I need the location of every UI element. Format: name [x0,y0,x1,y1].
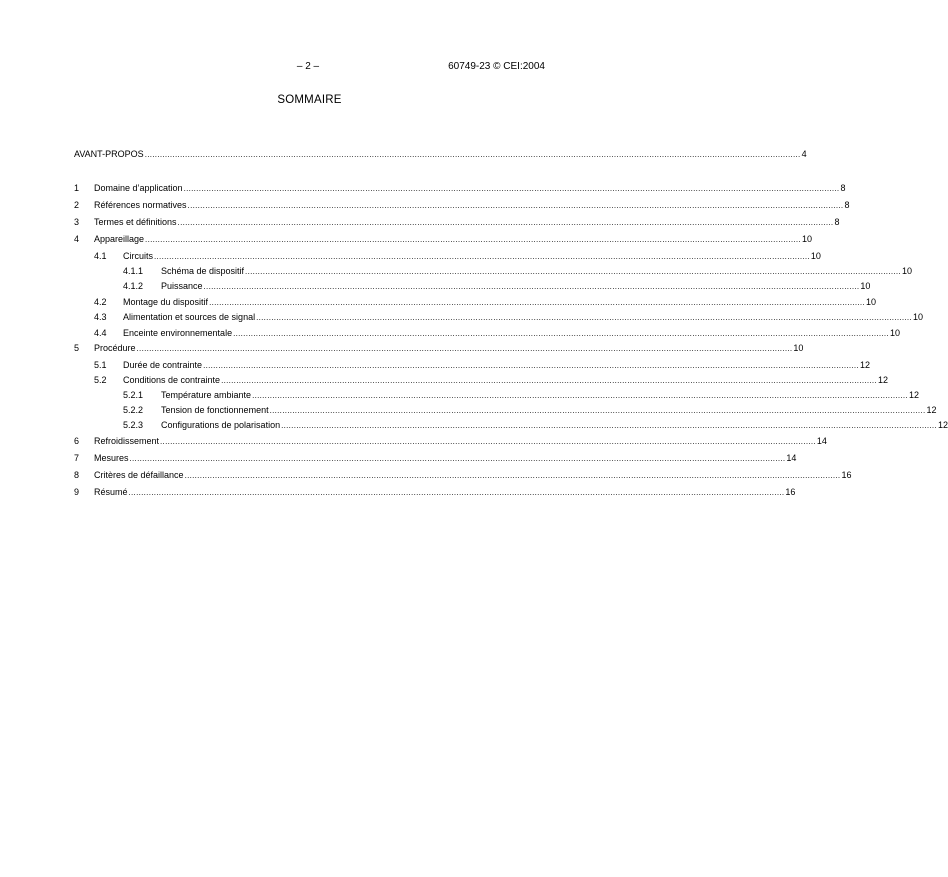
toc-leader-dots: .................................................................................................................................................................................................................................................................... [145,235,801,244]
toc-leader-dots: .................................................................................................................................................................................................................................................................... [183,184,840,193]
toc-title: Enceinte environnementale [123,328,233,338]
toc-page-number: 10 [801,234,812,244]
toc-number: 4.1.1 [123,266,144,276]
toc-entry[interactable] [74,419,948,432]
toc-number: 4.4 [94,328,107,338]
toc-leader-dots: .................................................................................................................................................................................................................................................................... [136,344,793,353]
toc-page-number: 10 [810,251,821,261]
toc-title: Température ambiante [161,390,252,400]
toc-page-number: 4 [801,149,807,159]
toc-leader-dots: .................................................................................................................................................................................................................................................................... [269,406,926,415]
toc-number: 5.2.3 [123,420,144,430]
toc-number: 3 [74,217,80,227]
toc-leader-dots: .................................................................................................................................................................................................................................................................... [154,252,810,261]
toc-leader-dots: .................................................................................................................................................................................................................................................................... [203,282,860,291]
toc-title: Configurations de polarisation [161,420,281,430]
standard-reference: 60749-23 © CEI:2004 [448,61,545,72]
toc-page-number: 12 [908,390,919,400]
toc-page-number: 8 [834,217,840,227]
toc-page-number: 16 [841,470,852,480]
toc-number: 4.2 [94,297,107,307]
toc-title: Durée de contrainte [123,360,203,370]
toc-number: 9 [74,487,80,497]
toc-title: AVANT-PROPOS [74,149,144,159]
toc-title: Tension de fonctionnement [161,405,269,415]
toc-number: 5 [74,343,80,353]
toc-entry[interactable] [74,404,937,417]
toc-number: 5.2.1 [123,390,144,400]
toc-page-number: 8 [844,200,850,210]
toc-entry[interactable] [74,280,871,293]
toc-entry[interactable] [74,342,804,355]
toc-entry[interactable] [74,486,796,499]
toc-page-number: 8 [840,183,846,193]
toc-title: Résumé [94,487,128,497]
toc-entry[interactable] [74,250,821,263]
toc-page-number: 14 [816,436,827,446]
toc-title: Procédure [94,343,136,353]
toc-leader-dots: .................................................................................................................................................................................................................................................................... [252,391,908,400]
toc-number: 4.3 [94,312,107,322]
toc-entry[interactable] [74,469,852,482]
toc-leader-dots: .................................................................................................................................................................................................................................................................... [187,201,844,210]
toc-leader-dots: .................................................................................................................................................................................................................................................................... [184,471,841,480]
toc-number: 1 [74,183,80,193]
toc-number: 5.2 [94,375,107,385]
toc-entry[interactable] [74,359,870,372]
toc-title: Alimentation et sources de signal [123,312,256,322]
toc-number: 8 [74,470,80,480]
toc-title: Domaine d’application [94,183,183,193]
toc-number: 6 [74,436,80,446]
toc-entry[interactable] [74,265,912,278]
toc-entry[interactable] [74,182,846,195]
toc-entry[interactable] [74,327,900,340]
toc-title: Montage du dispositif [123,297,209,307]
toc-title: Critères de défaillance [94,470,184,480]
toc-number: 5.2.2 [123,405,144,415]
toc-leader-dots: .................................................................................................................................................................................................................................................................... [144,150,801,159]
toc-entry[interactable] [74,148,807,161]
toc-number: 4.1 [94,251,107,261]
toc-entry[interactable] [74,389,919,402]
toc-page-number: 12 [926,405,937,415]
toc-title: Puissance [161,281,203,291]
toc-number: 2 [74,200,80,210]
toc-leader-dots: .................................................................................................................................................................................................................................................................... [209,298,865,307]
toc-page-number: 10 [793,343,804,353]
toc-title: Références normatives [94,200,187,210]
toc-number: 7 [74,453,80,463]
toc-entry[interactable] [74,216,840,229]
toc-title: Termes et définitions [94,217,177,227]
toc-entry[interactable] [74,296,876,309]
toc-title: Schéma de dispositif [161,266,245,276]
toc-page-number: 12 [877,375,888,385]
toc-entry[interactable] [74,452,797,465]
toc-leader-dots: .................................................................................................................................................................................................................................................................... [281,421,937,430]
toc-leader-dots: .................................................................................................................................................................................................................................................................... [129,454,786,463]
toc-entry[interactable] [74,199,850,212]
toc-leader-dots: .................................................................................................................................................................................................................................................................... [128,488,785,497]
toc-page-number: 10 [889,328,900,338]
toc-title: Mesures [94,453,129,463]
toc-entry[interactable] [74,233,812,246]
toc-page-number: 12 [937,420,948,430]
toc-number: 5.1 [94,360,107,370]
toc-entry[interactable] [74,435,827,448]
toc-leader-dots: .................................................................................................................................................................................................................................................................... [177,218,834,227]
toc-number: 4.1.2 [123,281,144,291]
page-number: – 2 – [296,61,320,72]
toc-leader-dots: .................................................................................................................................................................................................................................................................... [233,329,889,338]
toc-title: Conditions de contrainte [123,375,221,385]
toc-title: Circuits [123,251,154,261]
toc-page-number: 10 [901,266,912,276]
toc-page-number: 10 [860,281,871,291]
toc-leader-dots: .................................................................................................................................................................................................................................................................... [221,376,877,385]
toc-leader-dots: .................................................................................................................................................................................................................................................................... [203,361,859,370]
page-title: SOMMAIRE [277,94,342,106]
toc-title: Appareillage [94,234,145,244]
toc-leader-dots: .................................................................................................................................................................................................................................................................... [160,437,816,446]
toc-page-number: 10 [865,297,876,307]
toc-page-number: 10 [912,312,923,322]
toc-entry[interactable] [74,311,923,324]
toc-leader-dots: .................................................................................................................................................................................................................................................................... [245,267,901,276]
toc-title: Refroidissement [94,436,160,446]
toc-page-number: 16 [785,487,796,497]
toc-page-number: 12 [859,360,870,370]
toc-number: 4 [74,234,80,244]
toc-page-number: 14 [786,453,797,463]
toc-entry[interactable] [74,374,888,387]
toc-leader-dots: .................................................................................................................................................................................................................................................................... [256,313,912,322]
